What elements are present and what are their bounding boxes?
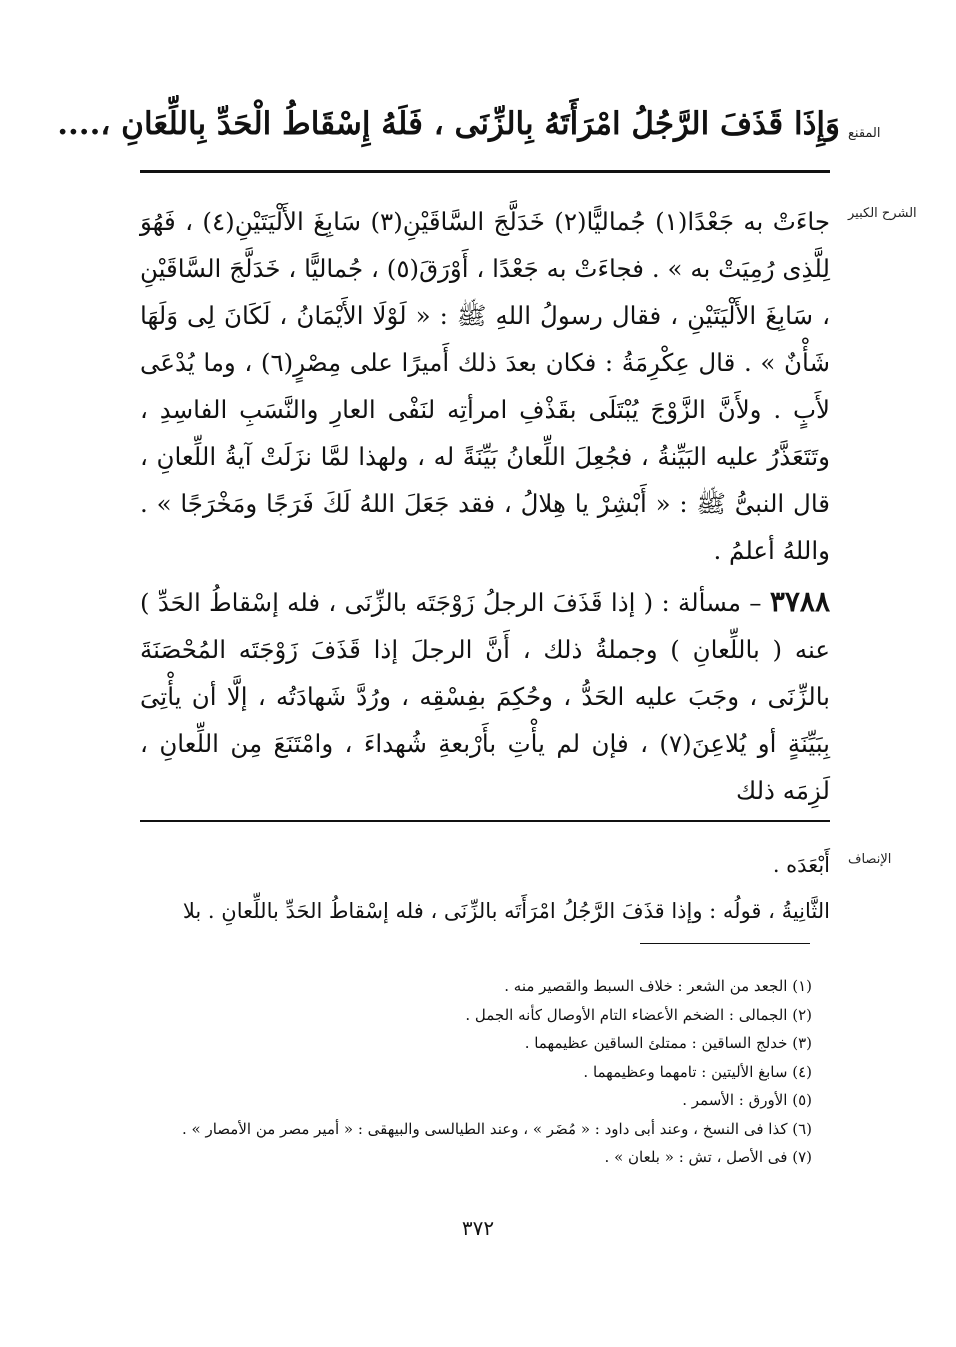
section-divider-thick: [140, 170, 830, 173]
masala-text: – مسألة : ( إذا قَذَفَ الرجلُ زَوْجَتَه بالزِّنَى ، فله إسْقاطُ الحَدِّ ) عنه ( باللِّعانِ ) وجملةُ ذلك ، أَنَّ الرجلَ إذا قَذَفَ زَوْجَتَه المُحْصَنَةَ بالزِّنَى ، وجَبَ عليه الحَدُّ ، وحُكِمَ بفِسْقِه ، ورُدَّ شَهادَتُه ، إلَّا أن يأْتِىَ بِبَيِّنَةٍ أو يُلاعِنَ(٧) ، فإن لم يأْتِ بأَرْبعةِ شُهداءَ ، وامْتَنَعَ مِن اللِّعانِ ، لَزِمَه ذلك: [140, 588, 830, 805]
margin-label-insaf: الإنصاف: [848, 852, 892, 867]
footnote: (٣) خدلج الساقين : ممتلئ الساقين عظيمهما .: [524, 1034, 812, 1052]
sharh-paragraph: جاءَتْ به جَعْدًا(١) جُماليًّا(٢) خَدَلَّجَ السَّاقَيْنِ(٣) سَابِغَ الأَلْيَتَيْنِ(٤) ، فَهُوَ لِلَّذِى رُمِيَتْ به » . فجاءَتْ به جَعْدًا ، أَوْرَقَ(٥) ، جُماليًّا ، خَدَلَّجَ السَّاقَيْنِ ، سَابِغَ الأَلْيَتَيْنِ ، فقال رسولُ اللهِ ﷺ : « لَوْلَا الأَيْمَانُ ، لَكَانَ لِى وَلَهَا شَأْنٌ » . قال عِكْرِمَةُ : فكان بعدَ ذلك أَميرًا على مِصْرٍ(٦) ، وما يُدْعَى لأَبٍ . ولأَنَّ الزَّوْجَ يُبْتَلَى بقَذْفِ امرأتِه لنَفْى العارِ والنَّسَبِ الفاسِدِ ، وتَتَعَذَّرُ عليه البَيِّنةُ ، فجُعِلَ اللِّعانُ بَيِّنَةً له ، ولهذا لمَّا نزَلَتْ آيةُ اللِّعانِ ، قال النبىُّ ﷺ : « أَبْشِرْ يا هِلالُ ، فقد جَعَلَ اللهُ لَكَ فَرَجًا ومَخْرَجًا » . واللهُ أعلمُ .: [140, 207, 830, 565]
margin-label-muqni: المقنع: [848, 126, 881, 141]
section-divider: [140, 820, 830, 822]
footnote-divider: [640, 943, 810, 944]
footnote: (٥) الأورق : الأسمر .: [682, 1091, 812, 1109]
masala-paragraph: [140, 578, 830, 814]
footnote: (٤) سابغ الأليتين : تامهما وعظيمهما .: [583, 1062, 812, 1081]
insaf-section: [140, 842, 830, 934]
footnote: (٢) الجمالى : الضخم الأعضاء التام الأوصال كأنه الجمل .: [465, 1005, 812, 1024]
muqni-text: وَإِذَا قَذَفَ الرَّجُلُ امْرَأَتَهُ بِالزِّنَى ، فَلَهُ إِسْقَاطُ الْحَدِّ بِاللِّعَانِ ،....: [57, 106, 840, 142]
footnote: (٧) فى الأصل ، تش : « بلعان » .: [604, 1148, 812, 1166]
footnotes: [140, 972, 812, 1172]
insaf-line: أَبْعَدَه .: [772, 853, 830, 877]
sharh-section: [140, 198, 830, 814]
margin-label-sharh: الشرح الكبير: [848, 206, 917, 221]
page-number: ٣٧٢: [461, 1216, 495, 1240]
insaf-line: الثَّانِيةُ ، قولُه : وإذا قذَفَ الرَّجُلُ امْرَأَتَه بالزِّنَى ، فله إسْقاطُ الحَدِّ باللِّعانِ . بلا: [182, 899, 830, 923]
footnote: (١) الجعد من الشعر : خلاف السبط والقصير منه .: [504, 977, 812, 995]
footnote: (٦) كذا فى النسخ ، وعند أبى داود : « مُضَر » ، وعند الطيالسى والبيهقى : « أمير مصر من الأمصار » .: [182, 1119, 812, 1138]
masala-number: ٣٧٨٨: [769, 585, 830, 618]
